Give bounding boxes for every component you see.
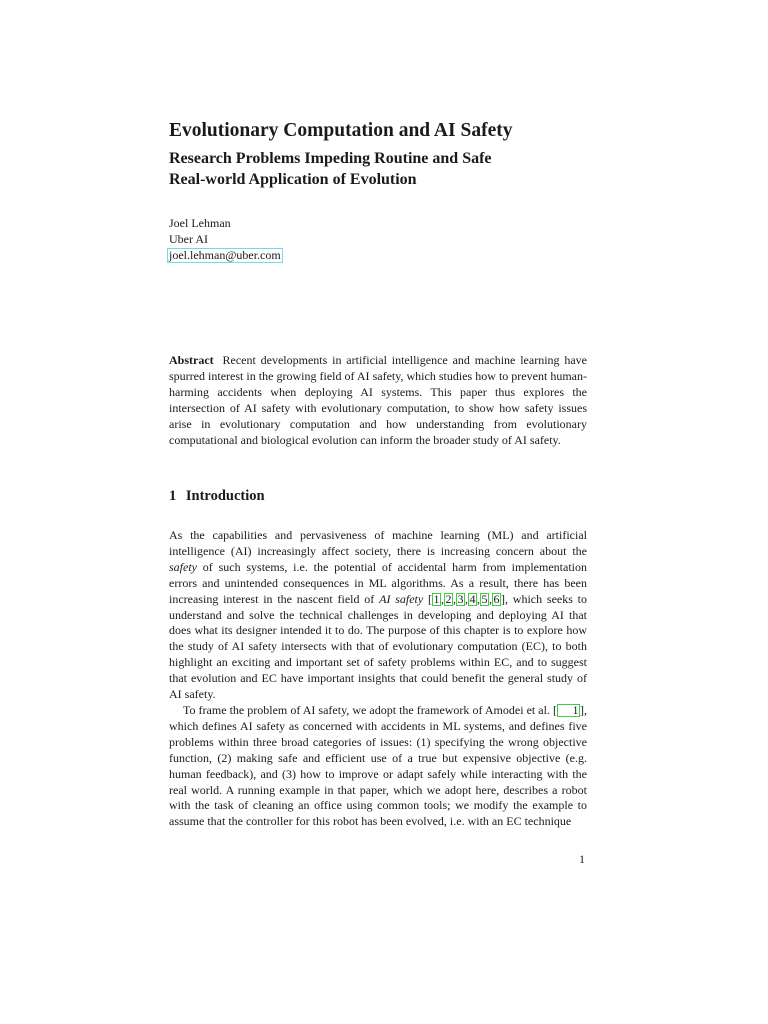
- paragraph-1-text-c: , which seeks to understand and solve the technical challenges in developing and deploying AI that does what its designer intended it to do. The purpose of this chapter is to explore how the study of AI safety intersects with that of evolutionary computation (EC), to both highlight an exciting and important set of safety problems within EC, and to suggest that evolution and EC have important insights that could benefit the general study of AI safety.: [169, 591, 588, 702]
- ai-safety-emphasis: AI safety: [379, 591, 424, 606]
- paragraph-2-text-a: To frame the problem of AI safety, we adopt the framework of Amodei et al.: [183, 702, 550, 717]
- abstract-label: Abstract: [169, 353, 214, 367]
- section-number: 1: [169, 488, 177, 504]
- paragraph-1-text-b: of such systems, i.e. the potential of accidental harm from implementation errors and unintended consequences in ML algorithms. As a result, there has been increasing interest in the nascent field of: [169, 559, 587, 606]
- introduction-body: [169, 528, 587, 830]
- section-heading: [169, 486, 587, 506]
- author-affiliation: Uber AI: [169, 232, 208, 246]
- section-title: Introduction: [185, 488, 265, 504]
- safety-emphasis: safety: [169, 559, 197, 574]
- subtitle-line-1: Research Problems Impeding Routine and Safe: [169, 150, 492, 167]
- author-email-link[interactable]: joel.lehman@uber.com: [169, 248, 281, 262]
- paper-title: Evolutionary Computation and AI Safety: [169, 120, 513, 141]
- author-name: Joel Lehman: [169, 216, 231, 230]
- citation-link[interactable]: 2: [445, 591, 452, 606]
- citation-link[interactable]: 3: [457, 591, 464, 606]
- paragraph-1: As the capabilities and pervasiveness of machine learning (ML) and artificial intelligence (AI) increasingly affect society, there is increasing concern about the safety of such systems, i.e. the potential of accidental harm from implementation errors and unintended consequences in ML algorithms. As a result, there has been increasing interest in the nascent field of AI safety [ 1 , 2 , 3 , 4 , 5 , 6 ], which seeks to understand and solve the technical challenges in developing and deploying AI that does what its designer intended it to do. The purpose of this chapter is to explore how the study of AI safety intersects with that of evolutionary computation (EC), to both highlight an exciting and important set of safety problems within EC, and to suggest that evolution and EC have important insights that could benefit the general study of AI safety.: [169, 528, 588, 702]
- paper-subtitle: [169, 148, 587, 190]
- citation-link[interactable]: 1: [433, 591, 440, 606]
- paper-page: [169, 118, 587, 830]
- citation-link[interactable]: 5: [481, 591, 488, 606]
- citation-link[interactable]: 6: [493, 591, 500, 606]
- subtitle-line-2: Real-world Application of Evolution: [169, 171, 417, 188]
- abstract: [169, 352, 587, 448]
- author-block: [169, 215, 587, 263]
- citation-link[interactable]: 1: [558, 705, 579, 716]
- citation-link[interactable]: 4: [469, 591, 476, 606]
- abstract-text: Recent developments in artificial intelligence and machine learning have spurred interest in the growing field of AI safety, which studies how to prevent human-harming accidents when deploying AI systems. This paper thus explores the intersection of AI safety with evolutionary computation, to show how safety issues arise in evolutionary computation and how understanding from evolutionary computational and biological evolution can inform the broader study of AI safety.: [169, 353, 588, 447]
- page-number: 1: [579, 852, 585, 866]
- paragraph-2: To frame the problem of AI safety, we adopt the framework of Amodei et al. [ 1 ], which defines AI safety as concerned with accidents in ML systems, and defines five problems within three broad categories of issues: (1) specifying the wrong objective function, (2) making safe and efficient use of a true but expensive objective (e.g. human feedback), and (3) how to improve or adapt safely while interacting with the real world. A running example in that paper, which we adopt here, describes a robot with the task of cleaning an office using common tools; we modify the example to assume that the controller for this robot has been evolved, i.e. with an EC technique: [169, 702, 587, 829]
- paragraph-1-text-a: As the capabilities and pervasiveness of machine learning (ML) and artificial intelligence (AI) increasingly affect society, there is increasing concern about the: [169, 528, 587, 558]
- paragraph-2-text-b: , which defines AI safety as concerned with accidents in ML systems, and defines five problems within three broad categories of issues: (1) specifying the wrong objective function, (2) making safe and efficient use of a true but expensive objective (e.g. human feedback), and (3) how to improve or adapt safely while interacting with the real world. A running example in that paper, which we adopt here, describes a robot with the task of cleaning an office using common tools; we modify the example to assume that the controller for this robot has been evolved, i.e. with an EC technique: [169, 702, 587, 829]
